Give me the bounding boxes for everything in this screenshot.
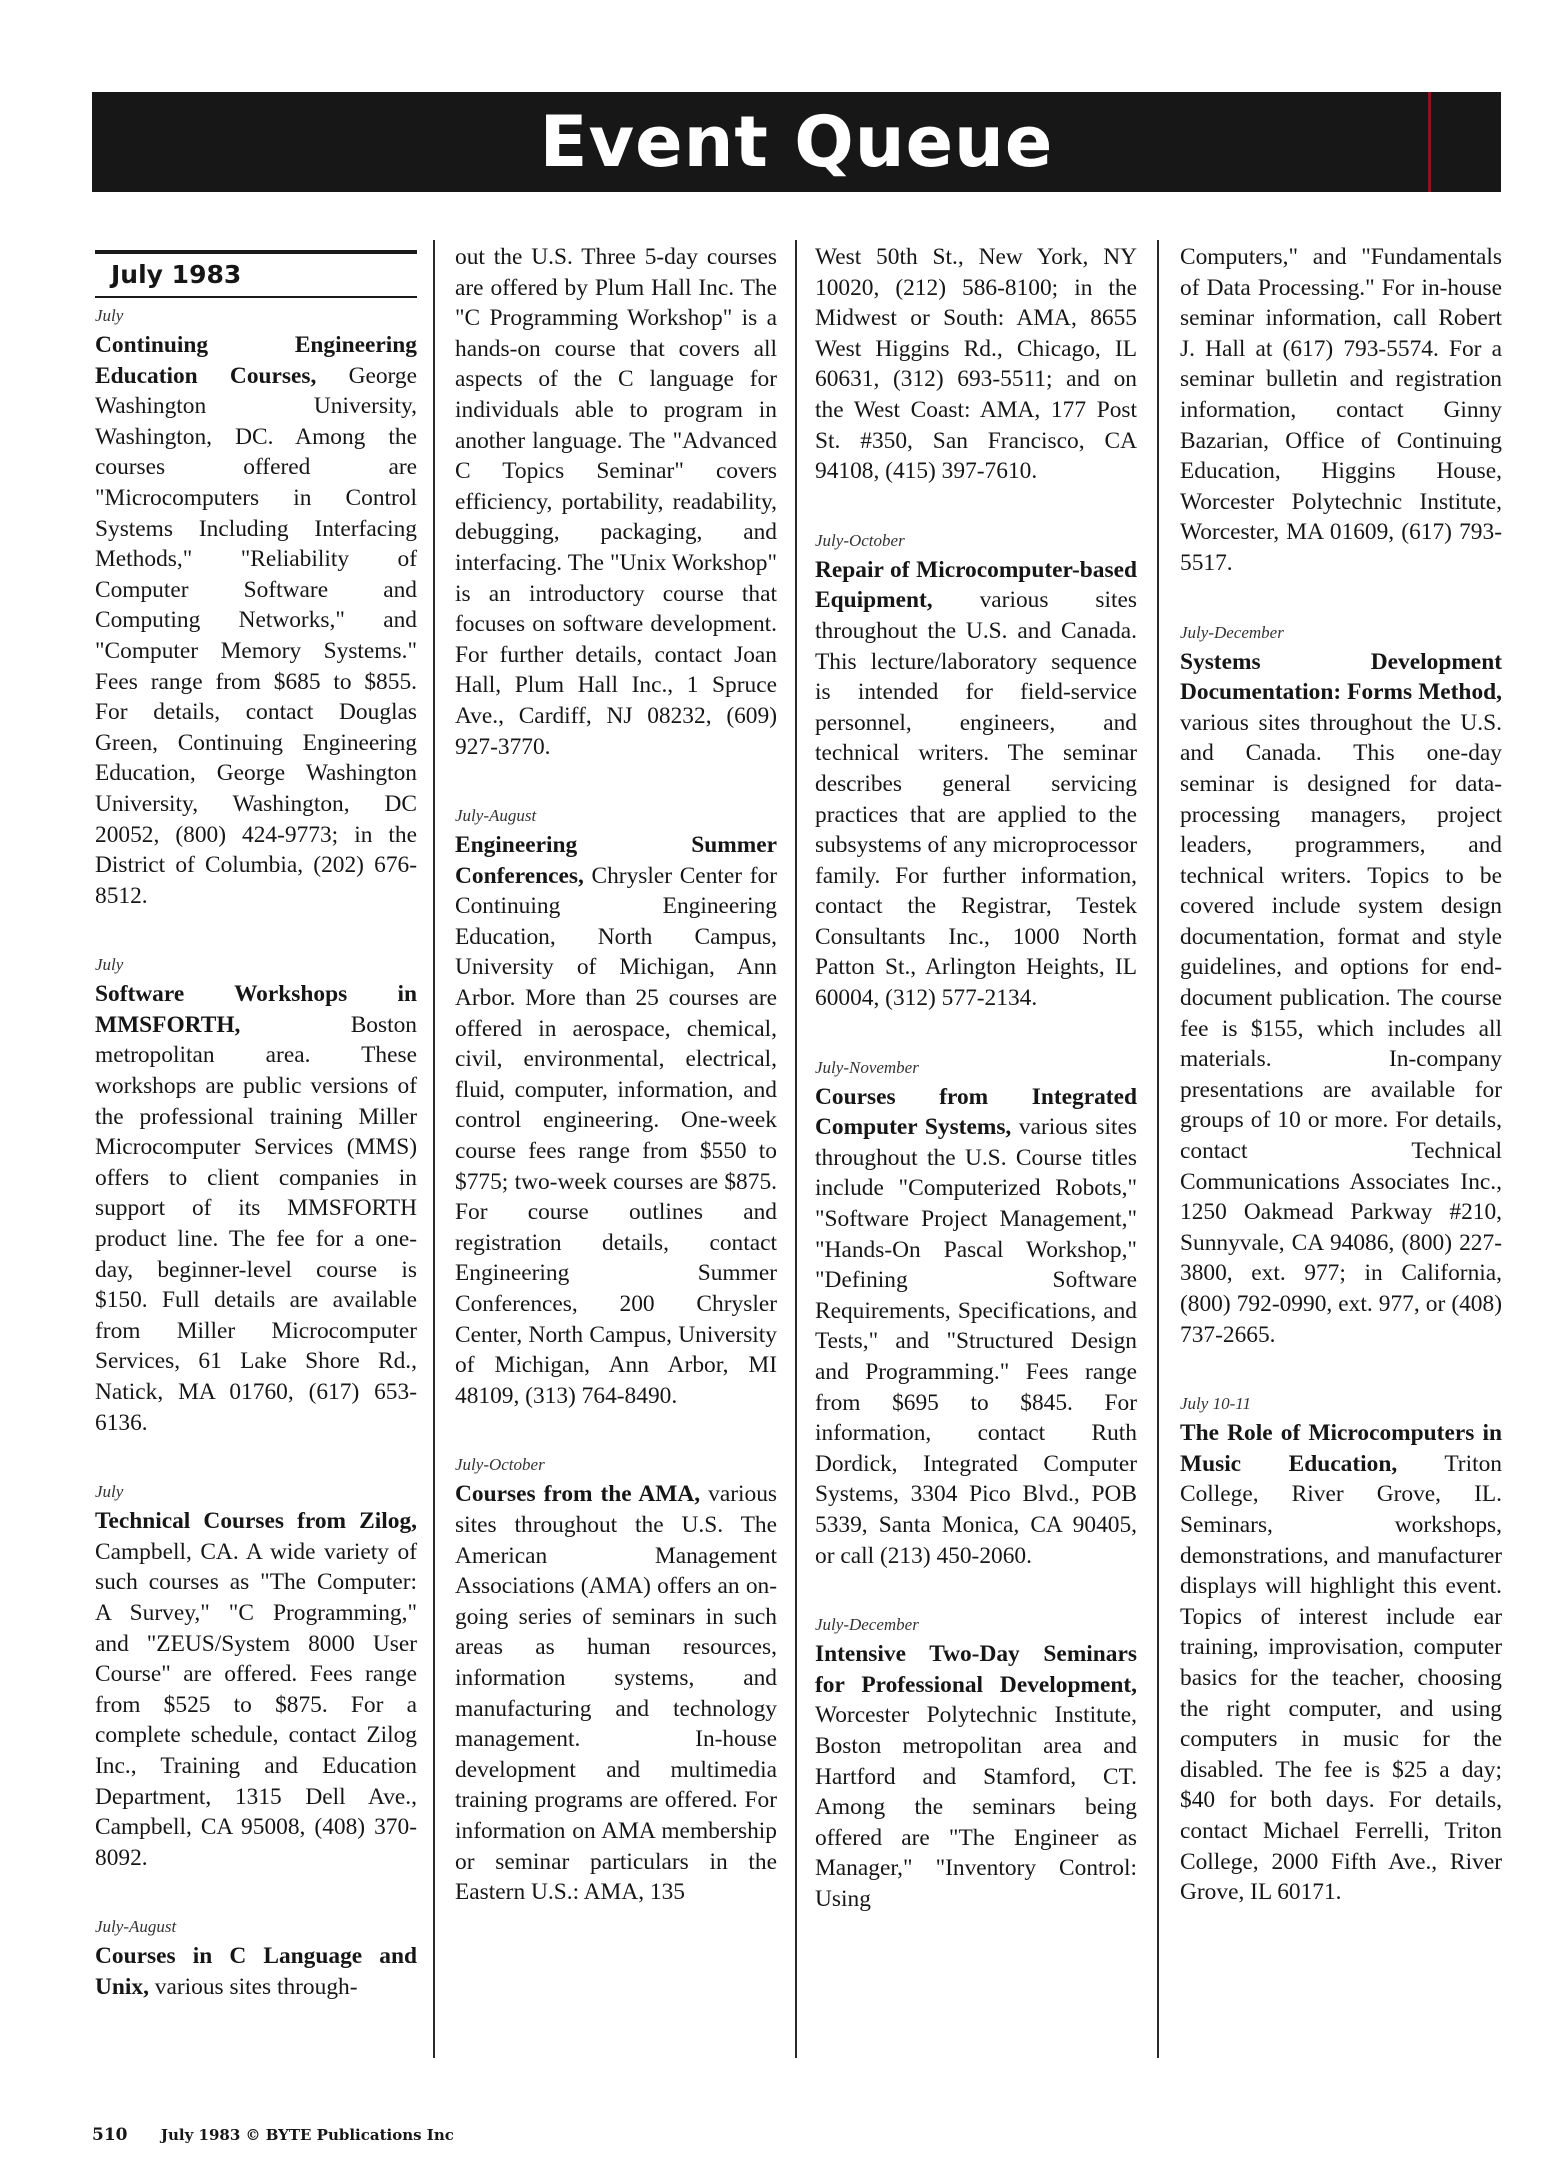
event-date: July bbox=[95, 1482, 124, 1502]
month-header: July 1983 bbox=[95, 250, 417, 298]
event-entry bbox=[95, 1913, 417, 2002]
event-body: Campbell, CA. A wide variety of such courses as "The Computer: A Survey," "C Programming," and "ZEUS/System 8000 User Course" are offered. Fees range from $525 to $875. For a complete schedule, contact Zilog Inc., Training and Education Department, 1315 Dell Ave., Campbell, CA 95008, (408) 370-8092. bbox=[95, 1538, 417, 1871]
event-date: July-November bbox=[815, 1057, 919, 1077]
event-body: various sites throughout the U.S. and Canada. This one-day seminar is designed for data-processing managers, project leaders, programmers, and technical writers. Topics to be covered include system design documentation, format and style guidelines, and options for end-document publication. The course fee is $155, which includes all materials. In-company presentations are available for groups of 10 or more. For details, contact Technical Communications Associates Inc., 1250 Oakmead Parkway #210, Sunnyvale, CA 94086, (800) 227-3800, ext. 977; in California, (800) 792-0990, ext. 977, or (408) 737-2665. bbox=[1180, 709, 1502, 1348]
event-date: July bbox=[95, 955, 124, 975]
event-entry bbox=[815, 527, 1137, 1014]
event-entry bbox=[95, 951, 417, 1438]
event-title: Courses from the AMA, bbox=[455, 1481, 701, 1508]
event-body: various sites throughout the U.S. Course titles include "Computerized Robots," "Software Project Management," "Hands-On Pascal Workshop," "Defining Software Requirements, Specifications, and Tests," and "Structured Design and Programming." Fees range from $695 to $845. For information, contact Ruth Dordick, Integrated Computer Systems, 3304 Pico Blvd., POB 5339, Santa Monica, CA 90405, or call (213) 450-2060. bbox=[815, 1114, 1138, 1569]
event-entry bbox=[815, 1611, 1137, 1914]
column-3 bbox=[815, 242, 1137, 1955]
event-body: various sites throughout the U.S. The American Management Associations (AMA) offers an on-going series of seminars in such areas as human resources, information systems, and manufacturing and technology management. In-house development and multimedia training programs are offered. For information on AMA membership or seminar particulars in the Eastern U.S.: AMA, 135 bbox=[455, 1481, 777, 1906]
event-date: July-August bbox=[95, 1917, 177, 1937]
event-text bbox=[95, 330, 417, 911]
event-entry-continued bbox=[455, 242, 777, 762]
event-text bbox=[95, 1941, 417, 2002]
event-entry bbox=[1180, 619, 1502, 1351]
event-text bbox=[815, 1082, 1137, 1572]
publication-credit: July 1983 © BYTE Publications Inc bbox=[160, 2126, 454, 2144]
event-text bbox=[1180, 1418, 1502, 1908]
event-text bbox=[1180, 242, 1502, 579]
event-text bbox=[95, 979, 417, 1438]
event-date: July-August bbox=[455, 806, 537, 826]
event-entry-continued bbox=[1180, 242, 1502, 579]
event-title: Engineering Summer Conferences, bbox=[455, 832, 777, 889]
event-entry bbox=[95, 1478, 417, 1873]
event-entry-continued bbox=[815, 242, 1137, 487]
event-title: Continuing Engineering Education Courses, bbox=[95, 332, 417, 389]
column-divider bbox=[433, 240, 435, 2058]
event-body: Triton College, River Grove, IL. Seminars, workshops, demonstrations, and manufacturer displays will highlight this event. Topics of interest include ear training, improvisation, computer basics for the teacher, choosing the right computer, and using computers in music for the disabled. The fee is $25 a day; $40 for both days. For details, contact Michael Ferrelli, Triton College, 2000 Fifth Ave., River Grove, IL 60171. bbox=[1180, 1450, 1502, 1906]
event-title: Repair of Microcomputer-based Equipment, bbox=[815, 556, 1137, 614]
event-entry bbox=[455, 802, 777, 1411]
event-text bbox=[815, 555, 1137, 1014]
banner-accent-stripe bbox=[1428, 92, 1431, 192]
event-body: out the U.S. Three 5-day courses are offered by Plum Hall Inc. The "C Programming Workshop" is a hands-on course that covers all aspects of the C language for individuals able to program in another language. The "Advanced C Topics Seminar" covers efficiency, portability, readability, debugging, packaging, and interfacing. The "Unix Workshop" is an introductory course that focuses on software development. For further details, contact Joan Hall, Plum Hall Inc., 1 Spruce Ave., Cardiff, NJ 08232, (609) 927-3770. bbox=[455, 244, 777, 760]
event-body: Boston metropolitan area. These workshops are public versions of the professional training Miller Microcomputer Services (MMS) offers to client companies in support of its MMSFORTH product line. The fee for a one-day, beginner-level course is $150. Full details are available from Miller Microcomputer Services, 61 Lake Shore Rd., Natick, MA 01760, (617) 653-6136. bbox=[95, 1011, 417, 1436]
event-entry bbox=[1180, 1390, 1502, 1908]
event-title: Systems Development Documentation: Forms Method, bbox=[1180, 648, 1502, 706]
event-date: July-December bbox=[815, 1615, 919, 1635]
column-4 bbox=[1180, 242, 1502, 1948]
event-entry bbox=[455, 1451, 777, 1907]
event-text bbox=[1180, 647, 1502, 1351]
header-banner bbox=[92, 92, 1501, 192]
event-body: Chrysler Center for Continuing Engineering Education, North Campus, University of Michigan, Ann Arbor. More than 25 courses are offered in aerospace, chemical, civil, environmental, electrical, fluid, computer, information, and control engineering. One-week course fees range from $550 to $775; two-week courses are $875. For course outlines and registration details, contact Engineering Summer Conferences, 200 Chrysler Center, North Campus, University of Michigan, Ann Arbor, MI 48109, (313) 764-8490. bbox=[455, 862, 777, 1409]
event-date: July bbox=[95, 306, 124, 325]
event-date: July-October bbox=[455, 1455, 545, 1475]
event-title: Intensive Two-Day Seminars for Professional Development, bbox=[815, 1641, 1137, 1698]
event-text bbox=[815, 1639, 1137, 1914]
event-title: The Role of Microcomputers in Music Education, bbox=[1180, 1420, 1502, 1477]
event-text bbox=[815, 242, 1137, 487]
event-body: various sites through- bbox=[148, 1973, 358, 2000]
page-footer bbox=[92, 2125, 454, 2145]
event-entry bbox=[95, 302, 417, 911]
event-body: Worcester Polytechnic Institute, Boston metropolitan area and Hartford and Stamford, CT. Among the seminars being offered are "The Engineer as Manager," "Inventory Control: Using bbox=[815, 1702, 1137, 1912]
event-date: July-October bbox=[815, 530, 905, 550]
event-body: various sites throughout the U.S. and Canada. This lecture/laboratory sequence is intended for field-service personnel, engineers, and technical writers. The seminar describes general servicing practices that are applied to the subsystems of any microprocessor family. For further information, contact the Registrar, Testek Consultants Inc., 1000 North Patton St., Arlington Heights, IL 60004, (312) 577-2134. bbox=[815, 587, 1137, 1012]
event-title: Courses from Integrated Computer Systems, bbox=[815, 1083, 1137, 1141]
event-text bbox=[455, 242, 777, 762]
event-entry bbox=[815, 1054, 1137, 1572]
event-title: Technical Courses from Zilog, bbox=[95, 1508, 417, 1535]
column-1 bbox=[95, 242, 417, 2043]
event-body: George Washington University, Washington, DC. Among the courses offered are "Microcomputers in Control Systems Including Interfacing Methods," "Reliability of Computer Software and Computing Networks," and "Computer Memory Systems." Fees range from $685 to $855. For details, contact Douglas Green, Continuing Engineering Education, George Washington University, Washington, DC 20052, (800) 424-9773; in the District of Columbia, (202) 676-8512. bbox=[95, 362, 417, 909]
event-date: July-December bbox=[1180, 622, 1284, 642]
event-body: Computers," and "Fundamentals of Data Processing." For in-house seminar information, call Robert J. Hall at (617) 793-5574. For a seminar bulletin and registration information, contact Ginny Bazarian, Office of Continuing Education, Higgins House, Worcester Polytechnic Institute, Worcester, MA 01609, (617) 793-5517. bbox=[1180, 244, 1502, 576]
event-date: July 10-11 bbox=[1180, 1394, 1251, 1414]
column-2 bbox=[455, 242, 777, 1948]
event-title: Software Workshops in MMSFORTH, bbox=[95, 981, 417, 1038]
event-text bbox=[95, 1506, 417, 1873]
column-divider bbox=[1157, 240, 1159, 2058]
event-title: Courses in C Language and Unix, bbox=[95, 1943, 417, 2000]
event-text bbox=[455, 1479, 777, 1907]
event-body: West 50th St., New York, NY 10020, (212) 586-8100; in the Midwest or South: AMA, 8655 West Higgins Rd., Chicago, IL 60631, (312) 693-5511; and on the West Coast: AMA, 177 Post St. #350, San Francisco, CA 94108, (415) 397-7610. bbox=[815, 244, 1137, 485]
event-text bbox=[455, 830, 777, 1411]
page-number: 510 bbox=[92, 2125, 128, 2145]
column-divider bbox=[795, 240, 797, 2058]
page-title: Event Queue bbox=[539, 101, 1054, 183]
